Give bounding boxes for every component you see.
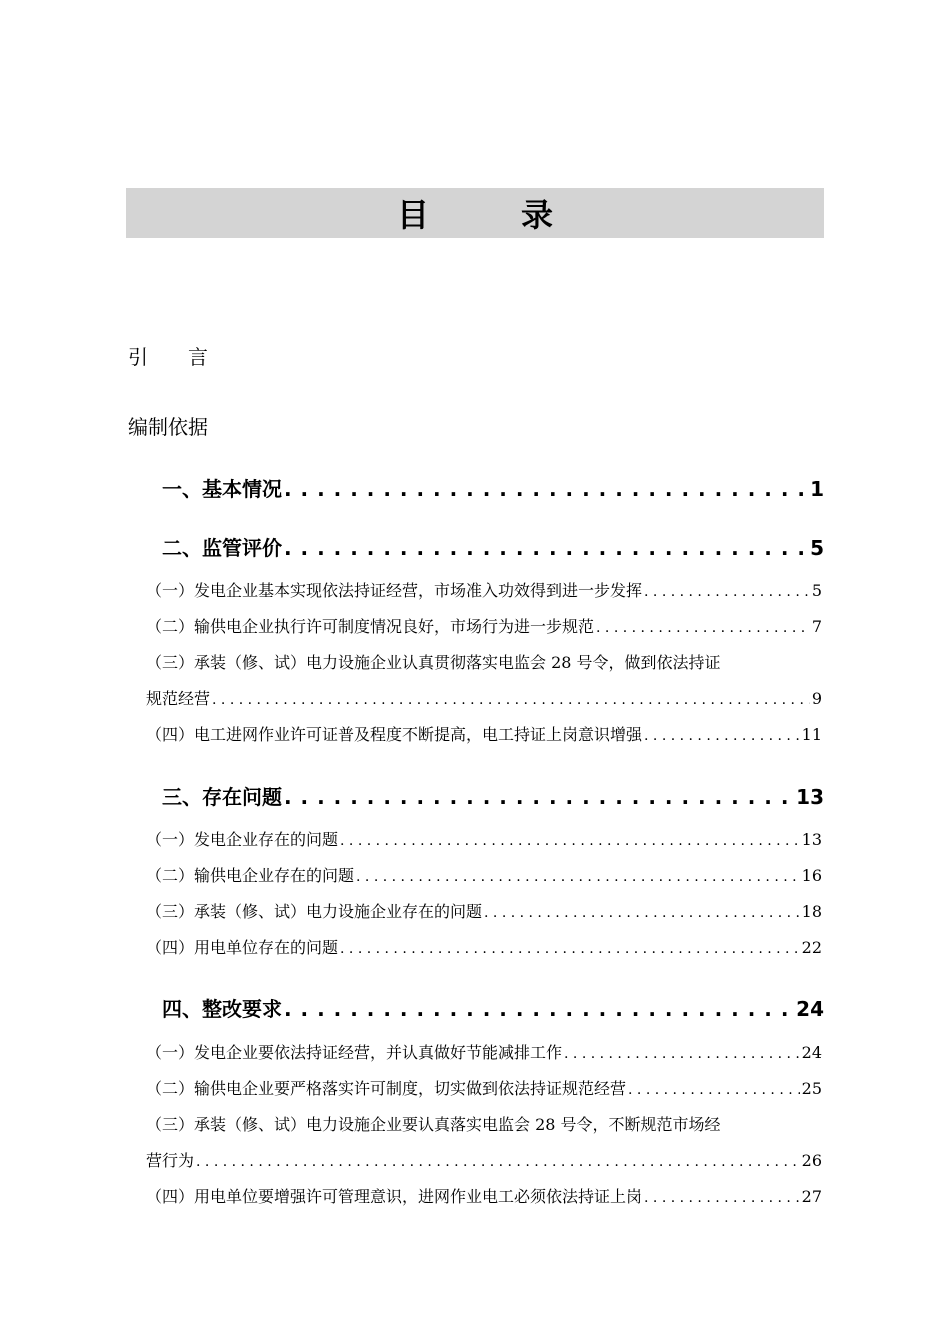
toc-subitem-label: （四）用电单位要增强许可管理意识，进网作业电工必须依法持证上岗 (146, 1187, 643, 1206)
dot-leader (356, 866, 800, 885)
dot-leader (284, 997, 794, 1021)
toc-subitem[interactable] (146, 614, 822, 637)
title-banner (126, 188, 824, 238)
toc-subitem[interactable] (146, 1040, 822, 1063)
dot-leader (284, 536, 808, 560)
toc-subitem-label: （一）发电企业要依法持证经营，并认真做好节能减排工作 (146, 1043, 563, 1062)
dot-leader (644, 581, 810, 600)
toc-section-label: 二、监管评价 (162, 536, 282, 560)
dot-leader (644, 725, 800, 744)
page-title: 目 录 (396, 196, 583, 234)
dot-leader (564, 1043, 800, 1062)
toc-page-number: 16 (801, 866, 822, 885)
toc-subitem-line1[interactable]: （三）承装（修、试）电力设施企业认真贯彻落实电监会 28 号令，做到依法持证 (146, 653, 721, 672)
toc-subitem[interactable] (146, 863, 822, 886)
toc-subitem[interactable] (146, 686, 822, 709)
dot-leader (284, 785, 794, 809)
toc-section-label: 四、整改要求 (162, 997, 282, 1021)
toc-subitem[interactable] (146, 1184, 822, 1207)
toc-subitem-label: 规范经营 (146, 689, 211, 708)
toc-subitem-label: （四）用电单位存在的问题 (146, 938, 339, 957)
intro-heading: 引 言 (128, 345, 208, 369)
toc-page-number: 1 (810, 477, 824, 501)
toc-section-3[interactable] (162, 781, 824, 810)
toc-page-number: 18 (801, 902, 822, 921)
toc-section-2[interactable] (162, 532, 824, 561)
toc-subitem-label: （一）发电企业基本实现依法持证经营，市场准入功效得到进一步发挥 (146, 581, 643, 600)
toc-page-number: 27 (801, 1187, 822, 1206)
toc-page-number: 9 (811, 689, 822, 708)
toc-page-number: 13 (801, 830, 822, 849)
toc-section-4[interactable] (162, 993, 824, 1022)
basis-heading: 编制依据 (128, 415, 208, 439)
toc-subitem[interactable] (146, 578, 822, 601)
toc-subitem-label: （二）输供电企业存在的问题 (146, 866, 355, 885)
toc-subitem-label: （二）输供电企业要严格落实许可制度，切实做到依法持证规范经营 (146, 1079, 627, 1098)
toc-subitem[interactable] (146, 1076, 822, 1099)
toc-subitem-line1[interactable]: （三）承装（修、试）电力设施企业要认真落实电监会 28 号令，不断规范市场经 (146, 1115, 721, 1134)
toc-page-number: 22 (801, 938, 822, 957)
toc-subitem[interactable] (146, 935, 822, 958)
toc-page-number: 26 (801, 1151, 822, 1170)
dot-leader (484, 902, 800, 921)
toc-section-label: 一、基本情况 (162, 477, 282, 501)
toc-page-number: 25 (801, 1079, 822, 1098)
toc-page-number: 24 (796, 997, 824, 1021)
dot-leader (340, 938, 800, 957)
toc-page-number: 11 (801, 725, 822, 744)
toc-subitem-label: （四）电工进网作业许可证普及程度不断提高，电工持证上岗意识增强 (146, 725, 643, 744)
dot-leader (596, 617, 810, 636)
dot-leader (340, 830, 800, 849)
toc-page-number: 5 (811, 581, 822, 600)
toc-subitem-label: （三）承装（修、试）电力设施企业存在的问题 (146, 902, 483, 921)
toc-subitem-label: 营行为 (146, 1151, 195, 1170)
toc-subitem[interactable] (146, 1148, 822, 1171)
dot-leader (284, 477, 808, 501)
toc-page-number: 7 (811, 617, 822, 636)
toc-subitem-label: （一）发电企业存在的问题 (146, 830, 339, 849)
toc-page-number: 5 (810, 536, 824, 560)
dot-leader (644, 1187, 800, 1206)
dot-leader (196, 1151, 800, 1170)
toc-section-1[interactable] (162, 473, 824, 502)
toc-subitem[interactable] (146, 827, 822, 850)
toc-subitem-label: （二）输供电企业执行许可制度情况良好，市场行为进一步规范 (146, 617, 595, 636)
toc-subitem[interactable] (146, 899, 822, 922)
dot-leader (212, 689, 810, 708)
toc-subitem[interactable] (146, 722, 822, 745)
toc-section-label: 三、存在问题 (162, 785, 282, 809)
toc-page-number: 24 (801, 1043, 822, 1062)
dot-leader (628, 1079, 800, 1098)
toc-page-number: 13 (796, 785, 824, 809)
